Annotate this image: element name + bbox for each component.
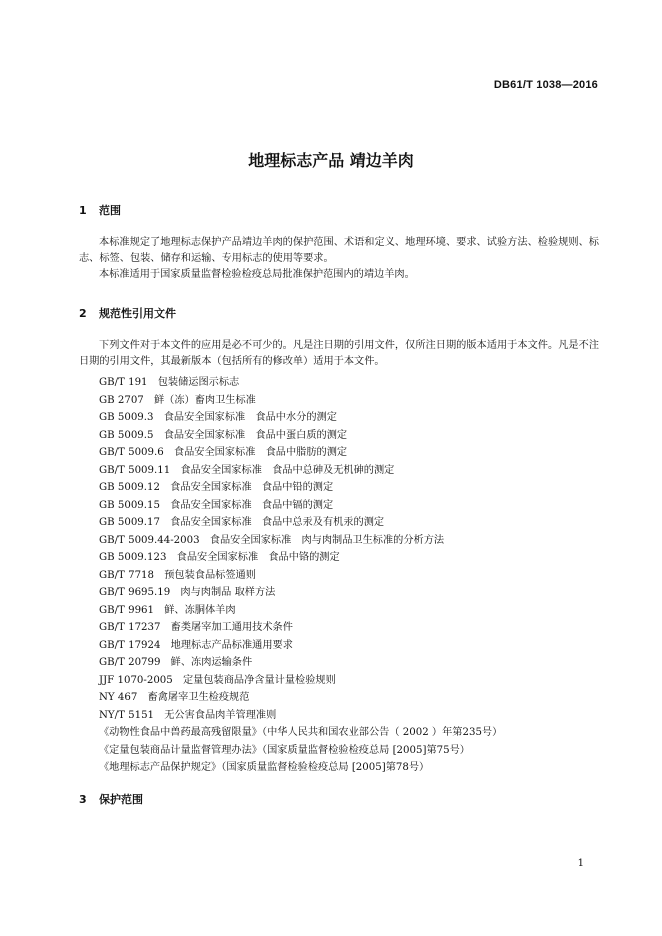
section-number: 1: [79, 204, 87, 217]
reference-item: GB/T 191 包装储运图示标志: [99, 377, 240, 388]
section-heading-normative-references: [79, 305, 176, 321]
section-heading-scope: [79, 202, 121, 218]
reference-item: GB/T 20799 鲜、冻肉运输条件: [99, 657, 253, 668]
reference-item: GB/T 5009.44-2003 食品安全国家标准 肉与肉制品卫生标准的分析方法: [99, 534, 445, 546]
section-heading-protection-scope: [79, 791, 143, 807]
document-title: 地理标志产品 靖边羊肉: [248, 151, 414, 170]
reference-item: NY/T 5151 无公害食品肉羊管理准则: [99, 709, 277, 721]
normative-intro-paragraph: 下列文件对于本文件的应用是必不可少的。凡是注日期的引用文件，仅所注日期的版本适用于本文件。凡是不注日期的引用文件，其最新版本（包括所有的修改单）适用于本文件。: [79, 340, 599, 367]
standard-code: DB61/T 1038—2016: [493, 79, 598, 91]
reference-item: GB/T 9695.19 肉与肉制品 取样方法: [99, 587, 276, 598]
section-number: 2: [79, 307, 87, 320]
scope-paragraph-2: 本标准适用于国家质量监督检验检疫总局批准保护范围内的靖边羊肉。: [99, 269, 415, 280]
reference-item: NY 467 畜禽屠宰卫生检疫规范: [99, 692, 250, 703]
reference-item: GB 5009.5 食品安全国家标准 食品中蛋白质的测定: [99, 429, 348, 441]
reference-item: GB 5009.17 食品安全国家标准 食品中总汞及有机汞的测定: [99, 517, 385, 528]
scope-paragraph-1: 本标准规定了地理标志保护产品靖边羊肉的保护范围、术语和定义、地理环境、要求、试验方法、检验规则、标志、标签、包装、储存和运输、专用标志的使用等要求。: [79, 237, 599, 264]
reference-item: GB 5009.12 食品安全国家标准 食品中铅的测定: [99, 482, 334, 493]
reference-item: GB/T 5009.6 食品安全国家标准 食品中脂肪的测定: [99, 447, 348, 458]
reference-item: GB 5009.15 食品安全国家标准 食品中镉的测定: [99, 499, 334, 511]
reference-item: GB 5009.123 食品安全国家标准 食品中铬的测定: [99, 552, 340, 563]
reference-item: GB/T 7718 预包装食品标签通则: [99, 569, 256, 581]
section-title: 规范性引用文件: [99, 307, 176, 320]
reference-item: 《定量包装商品计量监督管理办法》（国家质量监督检验检疫总局 [2005]第75号）: [99, 744, 470, 756]
reference-item: GB/T 9961 鲜、冻胴体羊肉: [99, 604, 236, 616]
reference-item: GB/T 17237 畜类屠宰加工通用技术条件: [99, 622, 293, 633]
reference-item: 《动物性食品中兽药最高残留限量》（中华人民共和国农业部公告（ 2002 ）年第235号）: [99, 727, 503, 738]
section-number: 3: [79, 793, 87, 806]
reference-item: GB/T 5009.11 食品安全国家标准 食品中总砷及无机砷的测定: [99, 464, 395, 476]
reference-item: 《地理标志产品保护规定》（国家质量监督检验检疫总局 [2005]第78号）: [99, 762, 430, 773]
reference-item: JJF 1070-2005 定量包装商品净含量计量检验规则: [99, 674, 336, 686]
reference-list: [99, 374, 502, 777]
section-title: 范围: [99, 204, 121, 217]
reference-item: GB 5009.3 食品安全国家标准 食品中水分的测定: [99, 412, 337, 423]
reference-item: GB 2707 鲜（冻）畜肉卫生标准: [99, 394, 256, 406]
reference-item: GB/T 17924 地理标志产品标准通用要求: [99, 639, 293, 651]
section-title: 保护范围: [99, 793, 143, 806]
page-number: 1: [577, 858, 584, 869]
